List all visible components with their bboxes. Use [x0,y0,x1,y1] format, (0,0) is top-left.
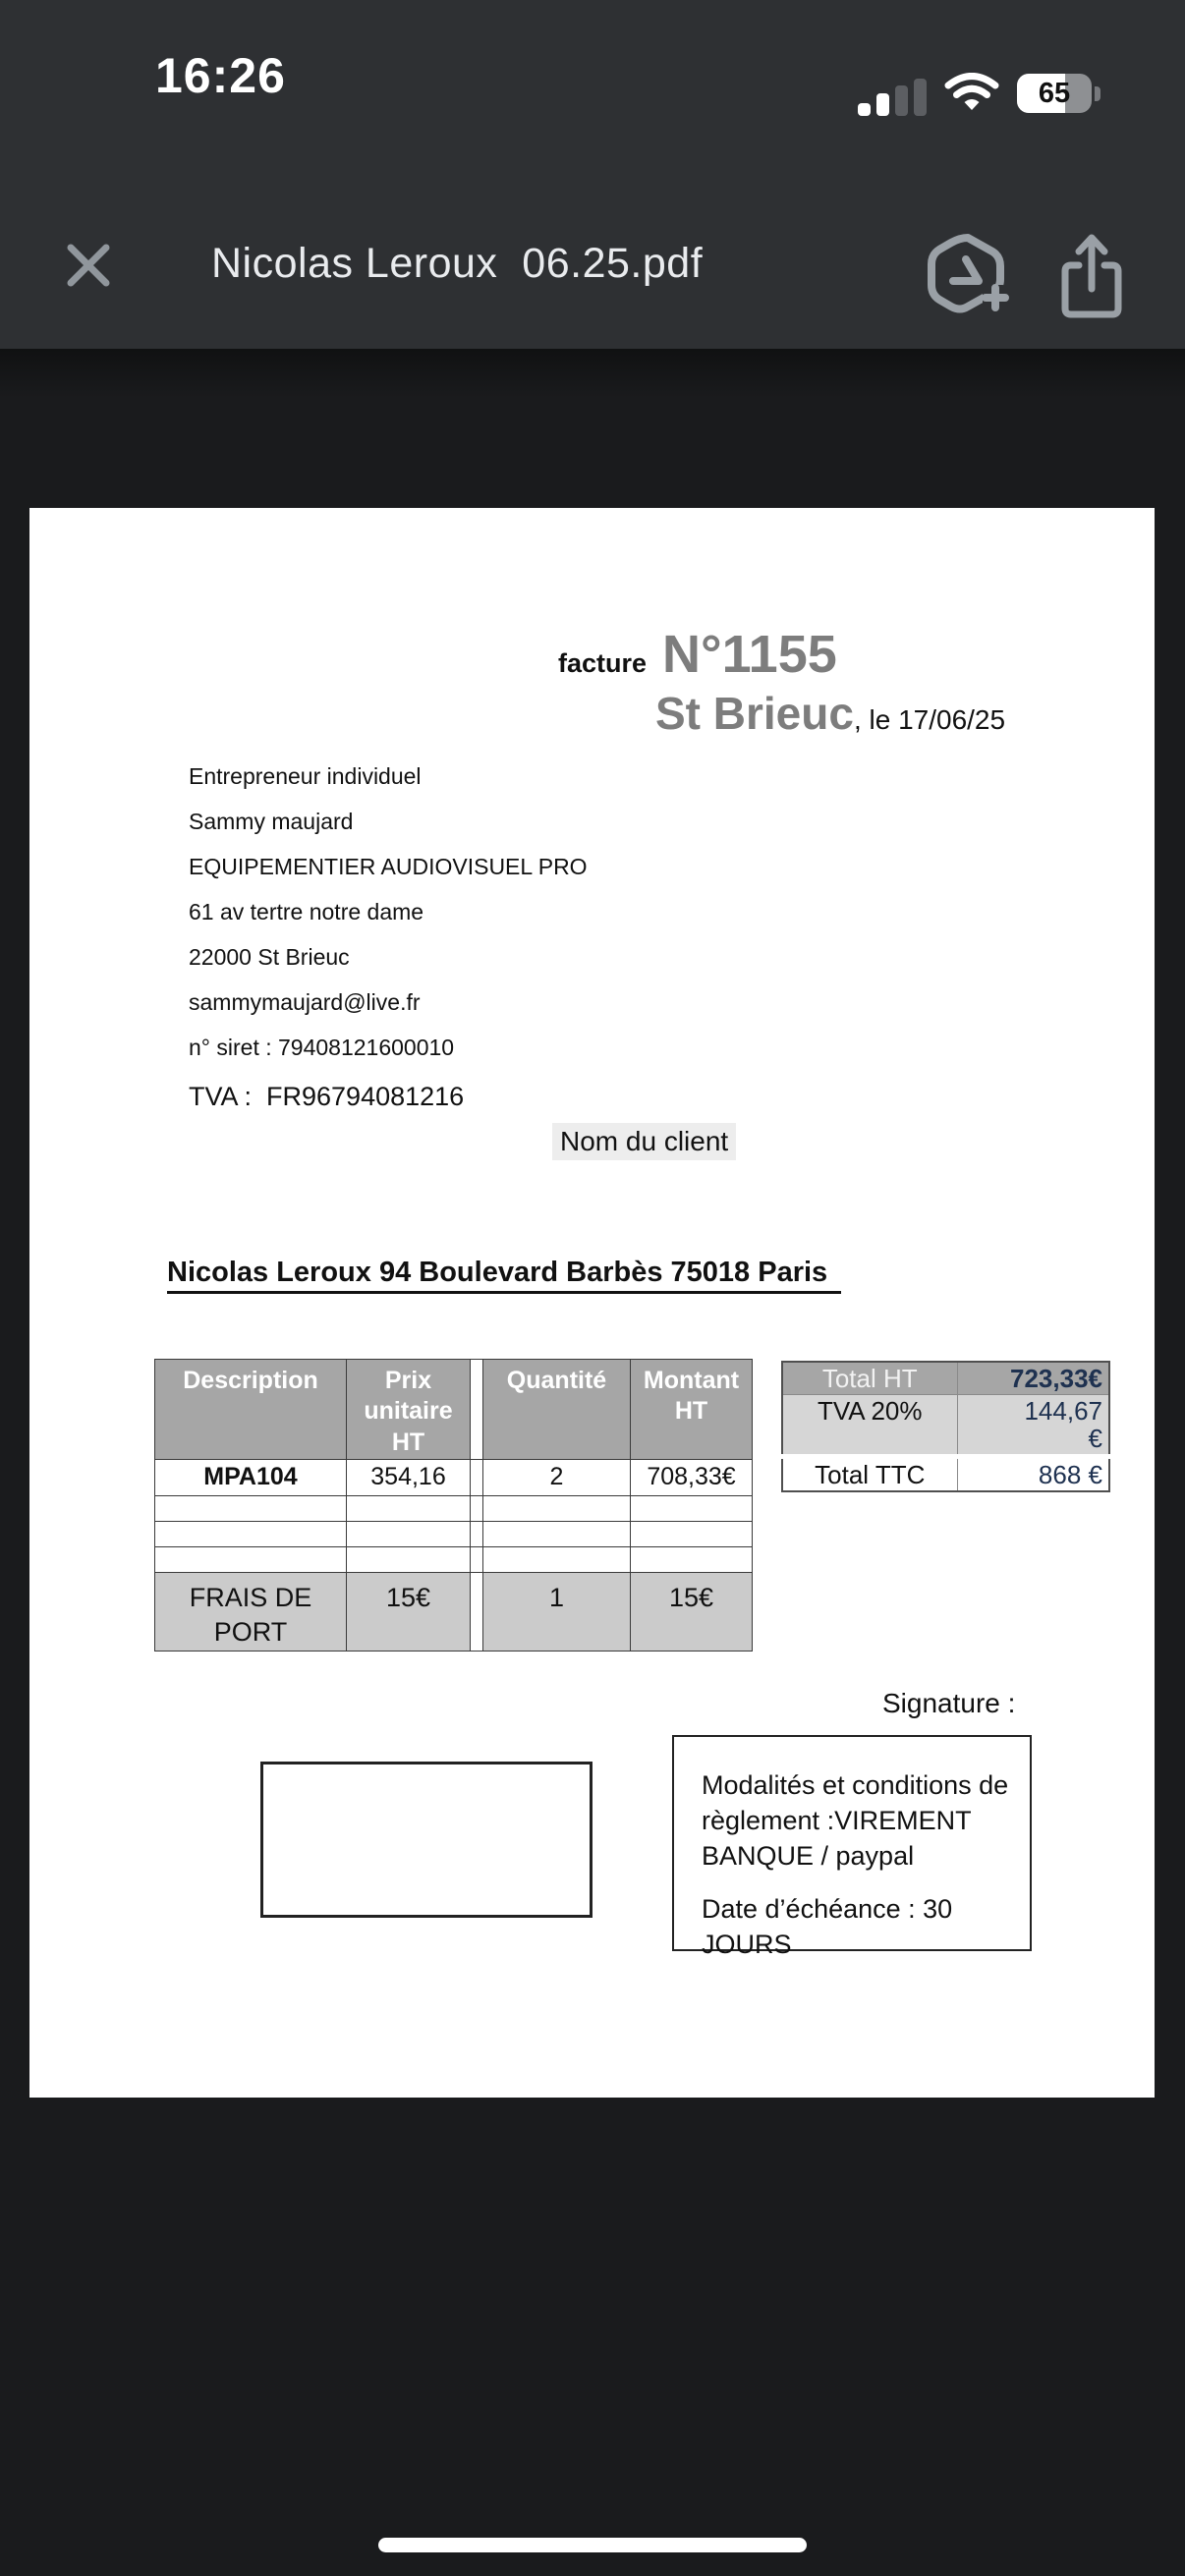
battery-indicator [1017,74,1092,113]
total-ttc-value: 868 € [957,1457,1109,1492]
items-table [154,1359,753,1652]
invoice-date: , le 17/06/25 [853,704,1006,735]
total-ttc-label: Total TTC [782,1457,957,1492]
item-quantity: 2 [483,1459,631,1495]
total-ht-row [782,1362,1109,1395]
totals-table [781,1361,1110,1492]
sender-line: 22000 St Brieuc [189,944,350,970]
column-header-quantity: Quantité [483,1360,631,1460]
column-header-amount: Montant HT [631,1360,753,1460]
status-icons [858,71,1100,116]
item-amount: 15€ [631,1572,753,1651]
share-icon [1049,228,1138,326]
close-button[interactable] [61,238,116,293]
item-unit-price: 354,16 [347,1459,471,1495]
sender-line: sammymaujard@live.fr [189,989,421,1015]
pdf-viewer-area[interactable] [0,349,1185,2576]
total-ht-value: 723,33€ [957,1362,1109,1395]
acrobat-add-icon [922,228,1010,326]
sender-line: n° siret : 79408121600010 [189,1035,455,1060]
payment-conditions-text: Modalités et conditions de règlement :VIREMENT BANQUE / paypal [702,1770,1009,1871]
invoice-number: N°1155 [662,625,837,684]
column-header-unit-price: Prix unitaire HT [347,1360,471,1460]
due-date-text: Date d’échéance : 30 JOURS [702,1893,953,1959]
sender-line: EQUIPEMENTIER AUDIOVISUEL PRO [189,854,588,879]
item-amount: 708,33€ [631,1459,753,1495]
invoice-city: St Brieuc [655,688,854,739]
status-time: 16:26 [155,48,286,103]
client-label: Nom du client [552,1123,736,1160]
sender-line: Entrepreneur individuel [189,763,422,789]
total-ttc-row [782,1457,1109,1492]
total-ht-label: Total HT [782,1362,957,1395]
convert-to-pdf-button[interactable] [922,228,1010,326]
battery-percent: 65 [1038,77,1071,109]
table-row-shipping [155,1572,753,1651]
top-bar [0,0,1185,349]
sender-line: Sammy maujard [189,809,354,834]
table-row-empty [155,1495,753,1521]
table-row-empty [155,1546,753,1572]
home-indicator[interactable] [378,2538,807,2552]
invoice-city-date [655,687,1005,740]
table-row-empty [155,1521,753,1546]
close-icon [61,238,116,293]
document-title: Nicolas Leroux 06.25.pdf [211,240,704,287]
column-header-description: Description [155,1360,347,1460]
tva-row [782,1395,1109,1457]
invoice-label: facture [558,648,648,678]
invoice-heading [558,624,837,685]
sender-tva-line: TVA : FR96794081216 [189,1082,465,1111]
wifi-icon [943,73,1000,116]
sender-line: 61 av tertre notre dame [189,899,424,924]
table-row [155,1459,753,1495]
item-quantity: 1 [483,1572,631,1651]
item-description: FRAIS DE PORT [155,1572,347,1651]
client-address-line: Nicolas Leroux 94 Boulevard Barbès 75018 Paris [167,1257,841,1294]
signature-box [260,1762,592,1918]
plus-glyph [983,285,1008,310]
payment-conditions-box [672,1735,1032,1959]
tva-value: 144,67 € [957,1395,1109,1457]
tva-label: TVA 20% [782,1395,957,1457]
item-description: MPA104 [155,1459,347,1495]
cellular-signal-icon [858,77,927,116]
item-unit-price: 15€ [347,1572,471,1651]
share-button[interactable] [1049,228,1138,326]
signature-label: Signature : [882,1688,1016,1718]
gap-column [471,1360,483,1460]
battery-nub [1095,86,1100,101]
pdf-page [29,508,1155,2098]
sender-block [189,763,588,1125]
